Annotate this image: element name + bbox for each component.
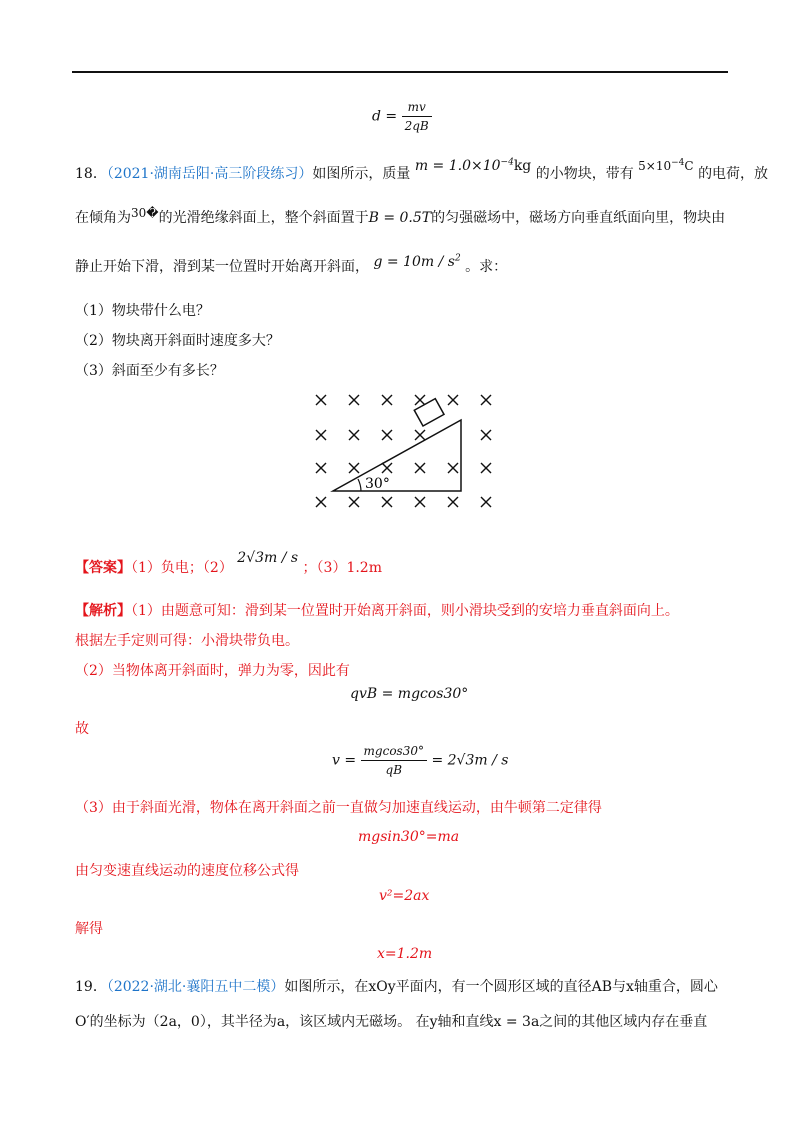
q19-line2: O′的坐标为（2a，0），其半径为a，该区域内无磁场。 在y轴和直线x = 3a之间的其他区域内存在垂直 xyxy=(75,1014,708,1030)
answer-line: 【答案】（1）负电；（2） 2√3m / s ；（3）1.2m xyxy=(75,550,382,576)
magnetic-field-crosses xyxy=(316,395,491,507)
question-number: 19． xyxy=(75,979,107,995)
block xyxy=(414,399,444,426)
equation-1: qvB = mgcos30° xyxy=(350,686,469,702)
analysis-line2: 根据左手定则可得：小滑块带负电。 xyxy=(75,633,299,649)
question-source: （2021·湖南岳阳·高三阶段练习） xyxy=(106,166,313,182)
q18-sub2: （2）物块离开斜面时速度多大？ xyxy=(75,333,280,349)
incline-triangle xyxy=(333,420,461,491)
q18-line1: 18．（2021·湖南岳阳·高三阶段练习）如图所示，质量 $m = 1.0\times 10^{-4}kg$ 的小物块，带有 $5\times 10^{-4}C$ 的电荷，放 xyxy=(75,157,769,182)
analysis-line5: （3）由于斜面光滑，物体在离开斜面之前一直做匀加速直线运动，由牛顿第二定律得 xyxy=(75,800,602,816)
incline-figure xyxy=(305,388,505,518)
analysis-line1: 【解析】（1）由题意可知：滑到某一位置时开始离开斜面，则小滑块受到的安培力垂直斜面向上。 xyxy=(75,603,679,619)
angle-arc xyxy=(358,479,361,491)
q18-sub1: （1）物块带什么电？ xyxy=(75,303,210,319)
question-number: 18． xyxy=(75,166,107,182)
q18-line2: 在倾角为30�的光滑绝缘斜面上，整个斜面置于B = 0.5T的匀强磁场中，磁场方向垂直纸面向里，物块由 xyxy=(75,206,726,226)
analysis-line7: 解得 xyxy=(75,921,103,937)
analysis-line3: （2）当物体离开斜面时，弹力为零，因此有 xyxy=(75,663,350,679)
top-formula: d = $\frac{mv}{2qB}$ xyxy=(372,98,432,135)
analysis-tag: 【解析】 xyxy=(75,603,131,619)
header-rule xyxy=(72,71,728,73)
question-source: （2022·湖北·襄阳五中二模） xyxy=(106,979,285,995)
analysis-line6: 由匀变速直线运动的速度位移公式得 xyxy=(75,863,299,879)
equation-5: x=1.2m xyxy=(377,946,433,962)
equation-2: v = $\frac{mgcos30^\circ}{qB}$ = 2√3m / s xyxy=(332,744,509,777)
equation-3: mgsin30°=ma xyxy=(358,829,460,845)
answer-tag: 【答案】 xyxy=(75,560,131,576)
analysis-line4: 故 xyxy=(75,721,89,737)
q19-line1: 19．（2022·湖北·襄阳五中二模）如图所示，在xOy平面内，有一个圆形区域的直径AB与x轴重合，圆心 xyxy=(75,979,718,995)
equation-4: v²=2ax xyxy=(379,888,430,904)
q18-sub3: （3）斜面至少有多长？ xyxy=(75,363,224,379)
answer-velocity: 2√3m / s xyxy=(237,550,299,566)
angle-label: 30° xyxy=(365,476,390,492)
q18-line3: 静止开始下滑，滑到某一位置时开始离开斜面， $g = 10m / s^2$ 。求： xyxy=(75,253,508,275)
charge-value: $5\times 10^{-4}C$ xyxy=(638,158,694,173)
mass-value: $m = 1.0\times 10^{-4}kg$ xyxy=(414,157,532,174)
